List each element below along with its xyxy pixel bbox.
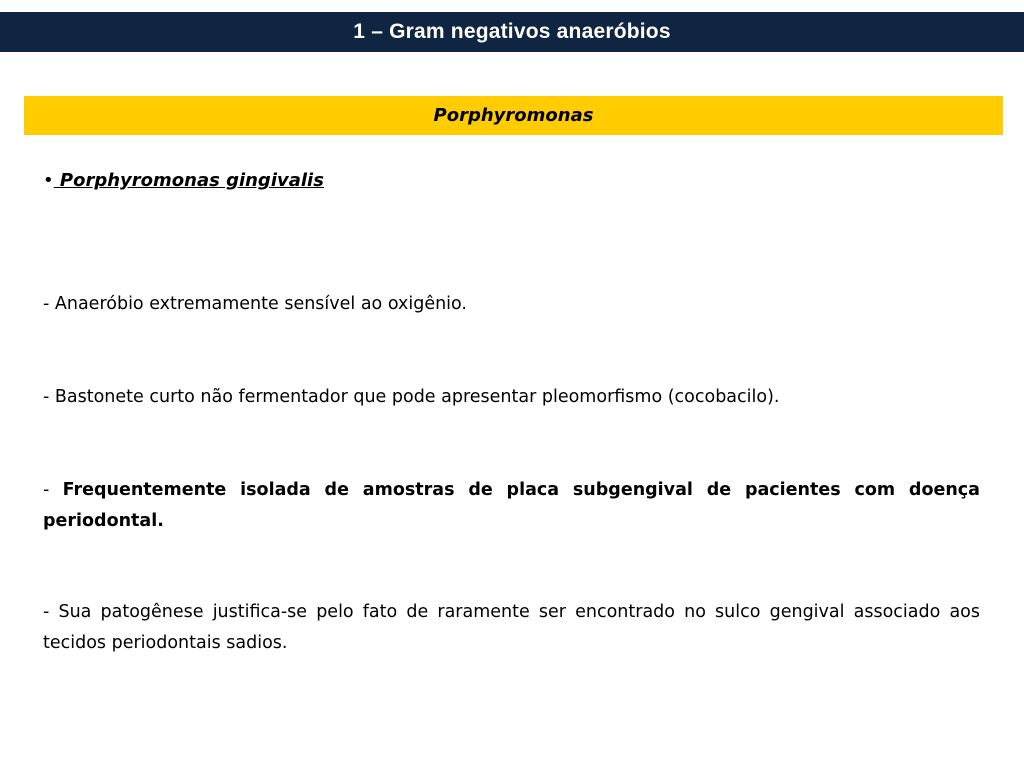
bullet-icon: • <box>43 170 54 191</box>
species-name: Porphyromonas gingivalis <box>53 170 324 191</box>
point-dash: - <box>43 387 55 407</box>
point-morphology <box>43 382 980 413</box>
point-isolation <box>43 475 980 537</box>
species-heading <box>43 170 324 191</box>
point-dash: - <box>43 602 59 622</box>
point-text: Frequentemente isolada de amostras de placa subgengival de pacientes com doença periodontal. <box>43 480 980 531</box>
point-dash: - <box>43 480 63 500</box>
topic-banner-label: Porphyromonas <box>433 105 594 126</box>
point-dash: - <box>43 294 55 314</box>
title-bar <box>0 12 1024 52</box>
point-text: Sua patogênese justifica-se pelo fato de raramente ser encontrado no sulco gengival associado aos tecidos periodontais sadios. <box>43 602 980 653</box>
slide-title: 1 – Gram negativos anaeróbios <box>353 20 671 43</box>
point-oxygen-sensitivity <box>43 289 980 320</box>
point-text: Anaeróbio extremamente sensível ao oxigênio. <box>54 294 467 314</box>
point-text: Bastonete curto não fermentador que pode apresentar pleomorfismo (cocobacilo). <box>54 387 780 407</box>
topic-banner <box>24 96 1003 135</box>
point-pathogenesis <box>43 597 980 659</box>
